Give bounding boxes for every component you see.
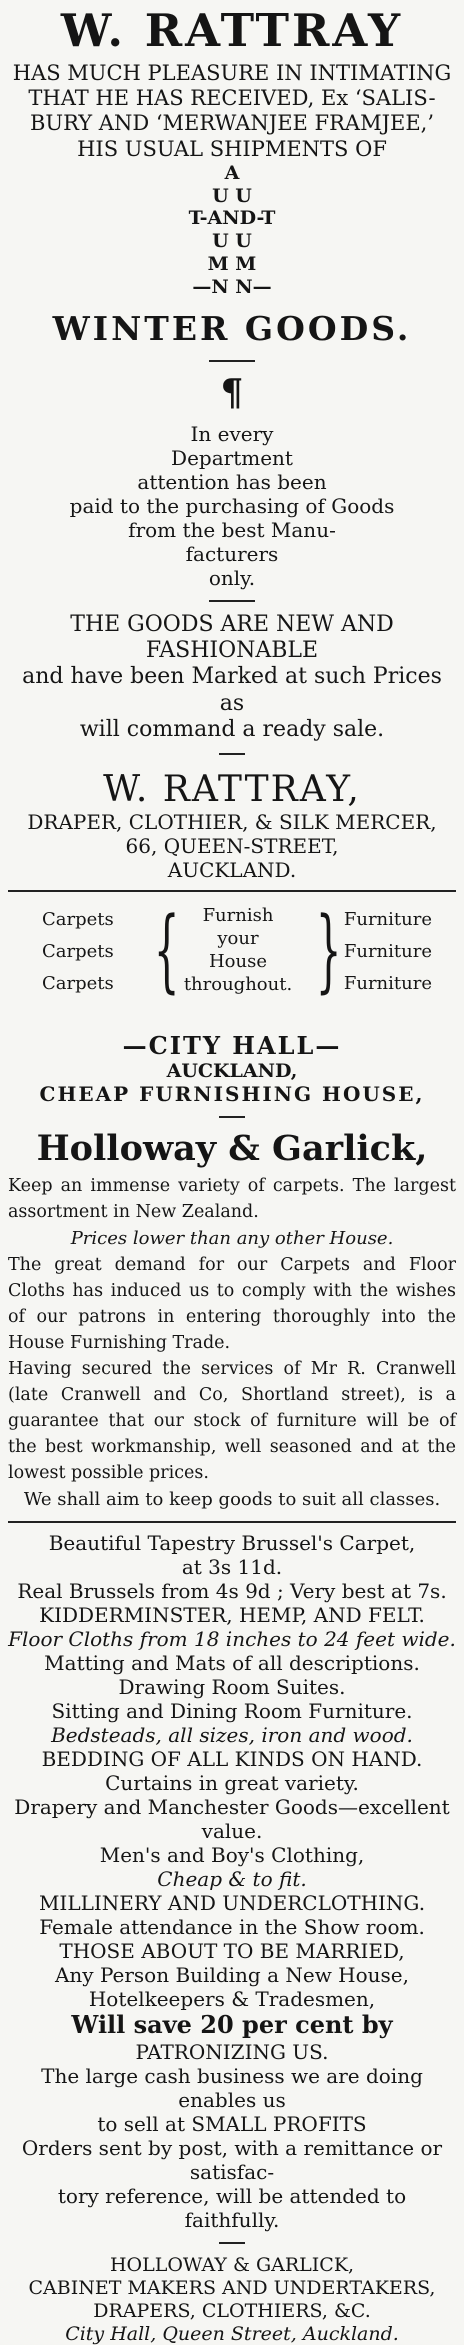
stock-line: Beautiful Tapestry Brussel's Carpet, — [48, 1531, 416, 1556]
rattray-name: W. RATTRAY, — [103, 769, 361, 811]
draper-line: DRAPER, CLOTHIER, & SILK MERCER, — [27, 810, 437, 835]
stock-line: Any Person Building a New House, — [54, 1963, 409, 1988]
stock-line: tory reference, will be attended to faithfully. — [57, 2184, 407, 2233]
triangle-line: A — [224, 161, 240, 184]
stock-line: MILLINERY AND UNDERCLOTHING. — [38, 1891, 426, 1916]
triangle-line: M M — [207, 252, 257, 275]
stock-line: Drapery and Manchester Goods—excellent value. — [14, 1795, 450, 1844]
section-separator — [8, 1521, 456, 1523]
separator-rule — [209, 600, 255, 602]
furnish-line: your — [217, 928, 259, 950]
furniture-item: Furniture — [343, 909, 432, 931]
department-block — [8, 422, 456, 590]
stock-line: Bedsteads, all sizes, iron and wood. — [51, 1723, 413, 1748]
advert-separator — [8, 890, 456, 892]
stock-line: Orders sent by post, with a remittance or satisfac- — [21, 2136, 443, 2185]
separator-rule — [219, 2242, 245, 2244]
stock-line: Drawing Room Suites. — [118, 1675, 346, 1700]
triangle-line: T-AND-T — [188, 207, 276, 230]
stock-line: Real Brussels from 4s 9d ; Very best at 7s. — [17, 1579, 447, 1604]
aim-line: We shall aim to keep goods to suit all classes. — [23, 1489, 441, 1511]
advert-title: W. RATTRAY — [60, 4, 404, 57]
furnish-house-column — [178, 904, 298, 996]
department-line: only. — [208, 565, 256, 590]
goods-line: and have been Marked at such Prices as — [22, 664, 442, 716]
furniture-item: Furniture — [343, 941, 432, 963]
right-brace-icon: } — [315, 898, 342, 1004]
department-line: attention has been — [137, 469, 327, 494]
department-line: from the best Manu- — [128, 517, 336, 542]
footer-block — [8, 2254, 456, 2345]
paragraph-mark: ¶ — [220, 371, 244, 414]
department-line: facturers — [185, 541, 279, 566]
intro-line: THAT HE HAS RECEIVED, Ex ‘SALIS- — [28, 86, 436, 111]
triangle-line: —N N— — [192, 275, 272, 298]
stock-line: Curtains in great variety. — [105, 1771, 359, 1796]
newspaper-advertisements — [0, 4, 464, 2345]
stock-line: at 3s 11d. — [181, 1555, 283, 1580]
goods-line: THE GOODS ARE NEW AND FASHIONABLE — [70, 611, 394, 663]
demand-paragraph: The great demand for our Carpets and Floor Cloths has induced us to comply with the wishes of our patrons in entering thoroughly into the House Furnishing Trade. — [8, 1255, 456, 1354]
footer-line: CABINET MAKERS AND UNDERTAKERS, — [28, 2277, 436, 2300]
furnish-line: House — [208, 951, 268, 973]
draper-line: AUCKLAND. — [167, 858, 297, 883]
carpets-item: Carpets — [42, 909, 114, 931]
services-paragraph: Having secured the services of Mr R. Cranwell (late Cranwell and Co, Shortland street), is a guarantee that our stock of furniture will be of the best workmanship, well seasoned and at the lowest possible prices. — [8, 1359, 456, 1484]
stock-line: BEDDING OF ALL KINDS ON HAND. — [41, 1747, 423, 1772]
stock-line: Floor Cloths from 18 inches to 24 feet wide. — [8, 1627, 456, 1652]
prices-line: Prices lower than any other House. — [70, 1228, 394, 1250]
stock-line: Will save 20 per cent by — [71, 2010, 393, 2040]
carpets-column — [42, 904, 114, 1000]
stock-line: Sitting and Dining Room Furniture. — [51, 1699, 413, 1724]
separator-rule — [219, 1116, 245, 1118]
footer-line: City Hall, Queen Street, Auckland. — [65, 2322, 399, 2345]
triangle-line: U U — [212, 184, 252, 207]
carpets-item: Carpets — [42, 973, 114, 995]
goods-line: will command a ready sale. — [79, 717, 385, 743]
cheap-furnishing-heading: CHEAP FURNISHING HOUSE, — [39, 1082, 425, 1107]
intro-paragraph: Keep an immense variety of carpets. The largest assortment in New Zealand. — [8, 1176, 456, 1223]
stock-line: KIDDERMINSTER, HEMP, AND FELT. — [39, 1603, 425, 1628]
separator-rule — [219, 753, 245, 755]
city-hall-heading: —CITY HALL— — [122, 1031, 342, 1061]
auckland-heading: AUCKLAND, — [166, 1060, 298, 1083]
stock-line: PATRONIZING US. — [135, 2040, 329, 2065]
furniture-item: Furniture — [343, 973, 432, 995]
separator-rule — [209, 360, 255, 362]
department-line: paid to the purchasing of Goods — [69, 493, 395, 518]
stock-line: Female attendance in the Show room. — [39, 1915, 425, 1940]
intro-line: HAS MUCH PLEASURE IN INTIMATING — [12, 61, 452, 85]
footer-line: DRAPERS, CLOTHIERS, &C. — [93, 2299, 371, 2322]
firm-name: Holloway & Garlick, — [36, 1128, 428, 1170]
draper-line: 66, QUEEN-STREET, — [125, 834, 339, 859]
carpets-item: Carpets — [42, 941, 114, 963]
stock-line: Hotelkeepers & Tradesmen, — [88, 1987, 376, 2012]
stock-line: Men's and Boy's Clothing, — [99, 1843, 365, 1868]
department-line: Department — [171, 445, 293, 470]
winter-goods-heading: WINTER GOODS. — [52, 308, 412, 348]
department-line: In every — [190, 421, 274, 446]
furnish-line: Furnish — [202, 905, 274, 927]
furnish-columns — [8, 898, 456, 1031]
triangle-line: U U — [212, 230, 252, 253]
goods-block — [8, 612, 456, 744]
draper-block — [8, 810, 456, 882]
furniture-column — [344, 904, 432, 1000]
left-brace-icon: { — [153, 898, 180, 1004]
intro-line: HIS USUAL SHIPMENTS OF — [77, 136, 387, 161]
intro-line: BURY AND ‘MERWANJEE FRAMJEE,’ — [29, 111, 435, 136]
furnish-line: throughout. — [183, 974, 293, 996]
stock-line: THOSE ABOUT TO BE MARRIED, — [59, 1939, 405, 1964]
autumn-triangle — [8, 162, 456, 299]
stock-list — [8, 1531, 456, 2232]
intro-block — [8, 61, 456, 162]
stock-line: Matting and Mats of all descriptions. — [44, 1651, 420, 1676]
stock-line: Cheap & to fit. — [157, 1867, 307, 1892]
stock-line: The large cash business we are doing enables us — [41, 2064, 423, 2113]
footer-line: HOLLOWAY & GARLICK, — [109, 2254, 355, 2277]
stock-line: to sell at SMALL PROFITS — [97, 2112, 367, 2137]
